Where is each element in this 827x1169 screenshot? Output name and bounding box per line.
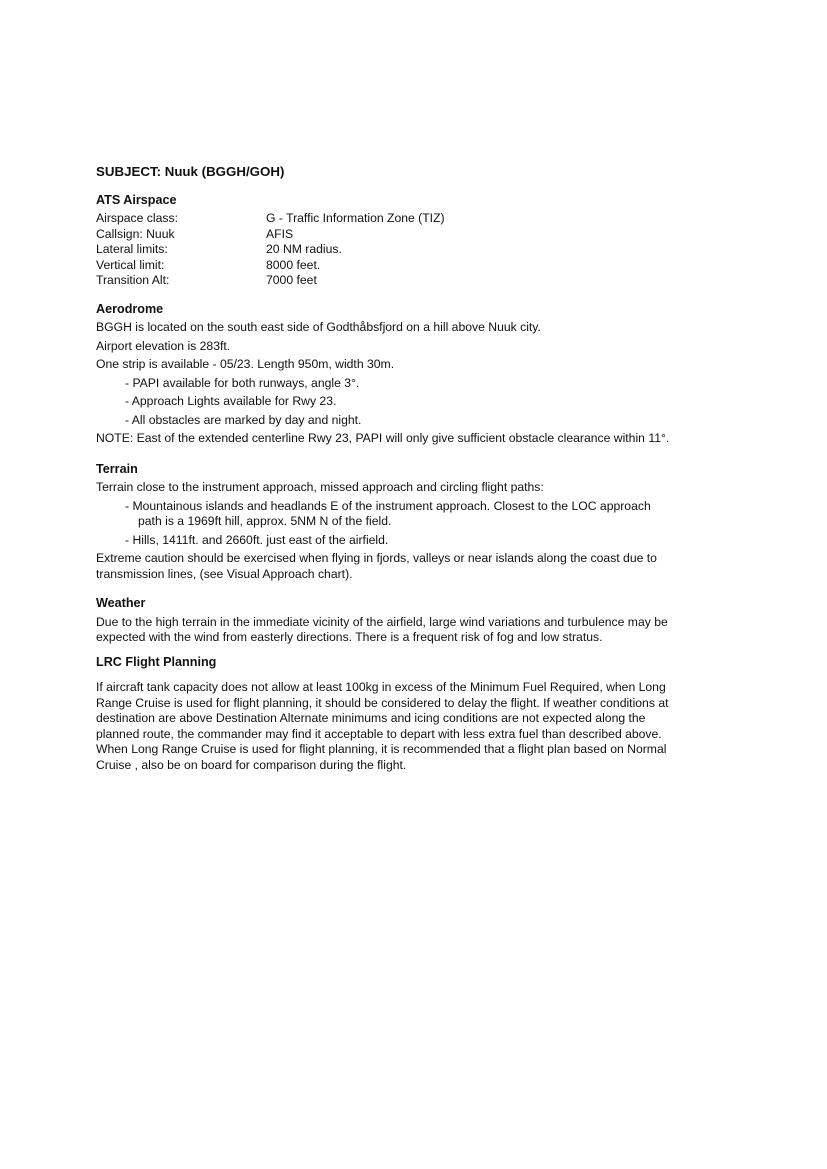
weather-section <box>96 596 676 646</box>
aerodrome-location: BGGH is located on the south east side of Godthåbsfjord on a hill above Nuuk city. <box>96 320 541 334</box>
weather-heading: Weather <box>96 596 146 610</box>
aerodrome-bullet: - All obstacles are marked by day and night. <box>125 412 362 427</box>
ats-value: 20 NM radius. <box>266 242 342 256</box>
aerodrome-elevation: Airport elevation is 283ft. <box>96 338 231 353</box>
lrc-heading: LRC Flight Planning <box>96 654 217 669</box>
aerodrome-strip: One strip is available - 05/23. Length 950m, width 30m. <box>96 357 395 371</box>
ats-heading: ATS Airspace <box>96 192 177 207</box>
ats-row <box>96 242 676 258</box>
ats-label: Vertical limit: <box>96 257 165 272</box>
ats-row <box>96 227 676 243</box>
aerodrome-bullet: - PAPI available for both runways, angle 3°. <box>125 375 360 390</box>
terrain-bullet: - Mountainous islands and headlands E of the instrument approach. Closest to the LOC approach path is a 1969ft hill, approx. 5NM N of the field. <box>125 498 651 528</box>
aerodrome-section <box>96 302 676 447</box>
terrain-bullet: - Hills, 1411ft. and 2660ft. just east of the airfield. <box>125 532 389 547</box>
lrc-paragraph: If aircraft tank capacity does not allow at least 100kg in excess of the Minimum Fuel Required, when Long Range Cruise is used for flight planning, it should be considered to delay the flight. If weather conditions at destination are above Destination Alternate minimums and icing conditions are not expected along the planned route, the commander may find it acceptable to depart with less extra fuel than described above. <box>96 680 669 741</box>
ats-airspace-section <box>96 193 676 289</box>
ats-row <box>96 258 676 274</box>
ats-row <box>96 211 676 227</box>
ats-value: AFIS <box>266 226 294 241</box>
ats-label: Airspace class: <box>96 211 178 225</box>
aerodrome-note: NOTE: East of the extended centerline Rwy 23, PAPI will only give sufficient obstacle clearance within 11°. <box>96 431 670 445</box>
ats-value: G - Traffic Information Zone (TIZ) <box>266 211 445 225</box>
terrain-section <box>96 462 676 583</box>
ats-label: Callsign: Nuuk <box>96 226 175 241</box>
ats-label: Lateral limits: <box>96 242 168 256</box>
aerodrome-bullet: - Approach Lights available for Rwy 23. <box>125 394 337 408</box>
subject-title: SUBJECT: Nuuk (BGGH/GOH) <box>96 164 285 179</box>
terrain-heading: Terrain <box>96 461 138 476</box>
ats-value: 8000 feet. <box>266 257 321 272</box>
ats-row <box>96 273 676 289</box>
ats-value: 7000 feet <box>266 273 317 287</box>
lrc-paragraph: When Long Range Cruise is used for flight planning, it is recommended that a flight plan based on Normal Cruise , also be on board for comparison during the flight. <box>96 742 667 772</box>
document-page <box>96 164 676 773</box>
terrain-intro: Terrain close to the instrument approach, missed approach and circling flight paths: <box>96 480 544 494</box>
terrain-caution: Extreme caution should be exercised when flying in fjords, valleys or near islands along the coast due to transmission lines, (see Visual Approach chart). <box>96 551 657 581</box>
lrc-section <box>96 655 676 774</box>
weather-text: Due to the high terrain in the immediate vicinity of the airfield, large wind variations and turbulence may be expected with the wind from easterly directions. There is a frequent risk of fog and low stratus. <box>96 614 668 644</box>
ats-label: Transition Alt: <box>96 273 170 287</box>
aerodrome-heading: Aerodrome <box>96 301 164 316</box>
